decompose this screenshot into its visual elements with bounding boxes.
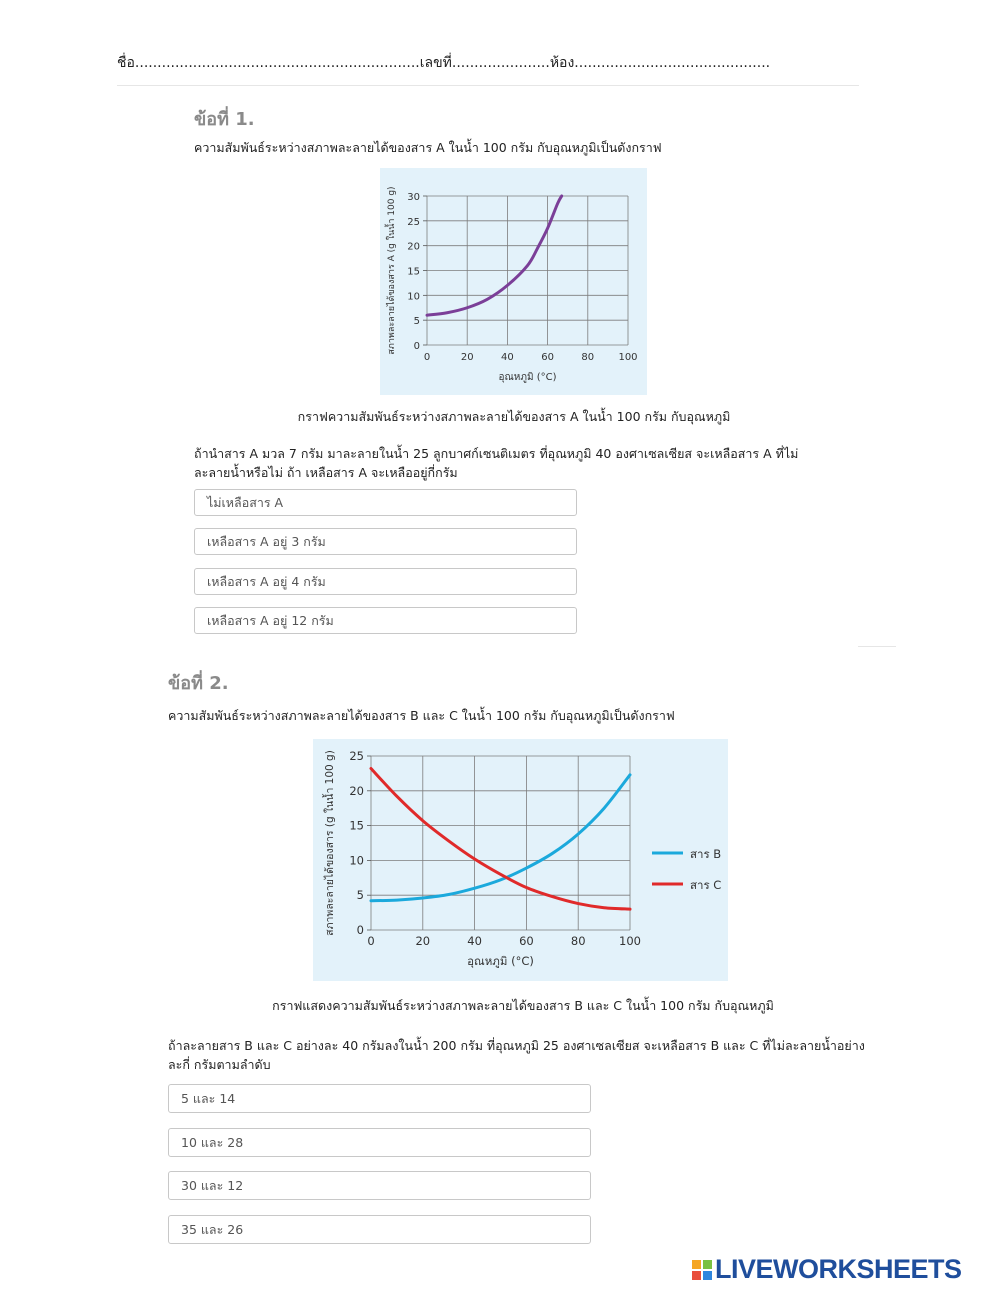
x-tick-label: 20 <box>460 352 474 363</box>
x-tick-label: 100 <box>618 352 638 363</box>
q2-chart-caption: กราฟแสดงความสัมพันธ์ระหว่างสภาพละลายได้ของสาร B และ C ในน้ำ 100 กรัม กับอุณหภูมิ <box>272 998 774 1013</box>
section-divider <box>858 646 896 647</box>
q1-choice-2[interactable]: เหลือสาร A อยู่ 3 กรัม <box>194 528 577 555</box>
y-tick-label: 0 <box>356 923 364 937</box>
y-tick-label: 5 <box>413 316 420 328</box>
x-tick-label: 40 <box>501 352 514 363</box>
q2-title: ข้อที่ 2. <box>168 673 229 694</box>
y-tick-label: 15 <box>349 818 364 833</box>
y-tick-label: 30 <box>407 192 420 203</box>
legend-label-2: สาร C <box>690 878 722 892</box>
room-label: ห้อง <box>549 55 575 71</box>
q1-title: ข้อที่ 1. <box>194 109 255 130</box>
q2-choice-3[interactable]: 30 และ 12 <box>168 1171 591 1200</box>
x-axis-label: อุณหภูมิ (°C) <box>498 372 557 383</box>
q1-choice-1[interactable]: ไม่เหลือสาร A <box>194 489 577 516</box>
legend-label-1: สาร B <box>690 847 722 861</box>
y-tick-label: 0 <box>413 341 420 352</box>
y-tick-label: 20 <box>349 783 364 798</box>
q1-chart-caption: กราฟความสัมพันธ์ระหว่างสภาพละลายได้ของสาร A ในน้ำ 100 กรัม กับอุณหภูมิ <box>297 409 731 424</box>
x-tick-label: 0 <box>423 352 431 363</box>
q1-choice-3[interactable]: เหลือสาร A อยู่ 4 กรัม <box>194 568 577 595</box>
q2-choice-1[interactable]: 5 และ 14 <box>168 1084 591 1113</box>
q2-solubility-chart <box>313 739 728 981</box>
q1-question: ถ้านำสาร A มวล 7 กรัม มาละลายในน้ำ 25 ลูกบาศก์เซนติเมตร ที่อุณหภูมิ 40 องศาเซลเซียส จะเหลือสาร A ที่ไม่ละลายน้ำหรือไม่ ถ้า เหลือสาร A จะเหลืออยู่กี่กรัม <box>194 446 799 480</box>
q1-choice-4[interactable]: เหลือสาร A อยู่ 12 กรัม <box>194 607 577 634</box>
y-axis-label: สภาพละลายได้ของสาร (g ในน้ำ 100 g) <box>324 750 336 936</box>
liveworksheets-logo <box>692 1254 962 1285</box>
y-tick-label: 20 <box>407 241 420 253</box>
header-divider <box>117 85 859 86</box>
x-tick-label: 0 <box>367 934 375 948</box>
y-tick-label: 10 <box>349 853 364 868</box>
x-tick-label: 60 <box>541 352 554 363</box>
x-tick-label: 80 <box>570 934 586 948</box>
q1-intro: ความสัมพันธ์ระหว่างสภาพละลายได้ของสาร A ในน้ำ 100 กรัม กับอุณหภูมิเป็นดังกราฟ <box>194 140 662 155</box>
logo-mark-icon <box>692 1260 712 1280</box>
q2-choice-4[interactable]: 35 และ 26 <box>168 1215 591 1244</box>
name-field[interactable]: ................................................................ <box>134 55 420 71</box>
x-tick-label: 80 <box>581 352 595 363</box>
q2-choice-2[interactable]: 10 และ 28 <box>168 1128 591 1157</box>
x-tick-label: 100 <box>619 934 641 948</box>
room-field[interactable]: ............................................ <box>574 55 771 71</box>
student-info-line <box>117 52 770 74</box>
y-axis-label: สภาพละลายได้ของสาร A (g ในน้ำ 100 g) <box>387 186 397 355</box>
y-tick-label: 10 <box>407 291 420 303</box>
q2-question: ถ้าละลายสาร B และ C อย่างละ 40 กรัมลงในน้ำ 200 กรัม ที่อุณหภูมิ 25 องศาเซลเซียส จะเหลือสาร B และ C ที่ไม่ละลายน้ำอย่างละกี่ กรัมตามลำดับ <box>168 1038 865 1072</box>
y-tick-label: 5 <box>356 888 364 903</box>
number-label: เลขที่ <box>419 55 452 71</box>
logo-text: LIVEWORKSHEETS <box>715 1254 962 1284</box>
name-label: ชื่อ <box>117 55 135 71</box>
q2-intro: ความสัมพันธ์ระหว่างสภาพละลายได้ของสาร B และ C ในน้ำ 100 กรัม กับอุณหภูมิเป็นดังกราฟ <box>168 708 675 723</box>
x-tick-label: 60 <box>519 934 534 948</box>
y-tick-label: 25 <box>407 216 420 228</box>
x-tick-label: 20 <box>415 934 431 948</box>
number-field[interactable]: ...................... <box>451 55 550 71</box>
x-tick-label: 40 <box>467 934 482 948</box>
y-tick-label: 15 <box>407 266 420 278</box>
q1-solubility-chart <box>380 168 647 395</box>
y-tick-label: 25 <box>349 749 364 763</box>
x-axis-label: อุณหภูมิ (°C) <box>467 954 534 968</box>
